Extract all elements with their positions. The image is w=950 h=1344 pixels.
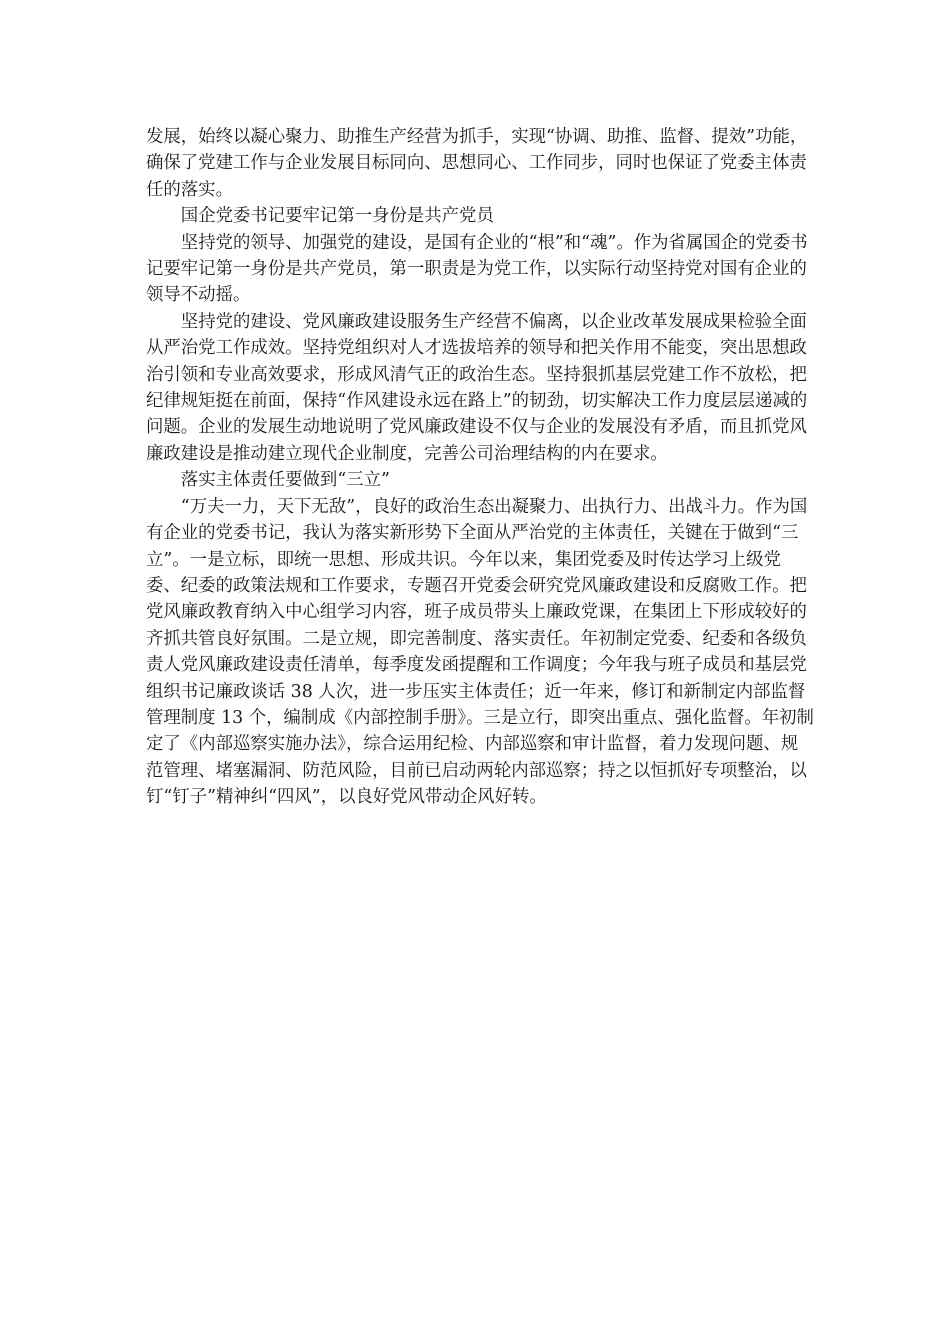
section-heading-three-establishments: 落实主体责任要做到“三立” bbox=[180, 470, 390, 491]
paragraph-party-leadership: 坚持党的领导、加强党的建设，是国有企业的“根”和“魂”。作为省属国企的党委书记要牢记第一身份是共产党员，第一职责是为党工作，以实际行动坚持党对国有企业的领导不动摇。 bbox=[146, 232, 808, 306]
document-body bbox=[146, 124, 814, 811]
paragraph-main-responsibility: “万夫一力，天下无敌”，良好的政治生态出凝聚力、出执行力、出战斗力。作为国有企业的党委书记，我认为落实新形势下全面从严治党的主体责任，关键在于做到“三立”。一是立标，即统一思想、形成共识。今年以来，集团党委及时传达学习上级党委、纪委的政策法规和工作要求，专题召开党委会研究党风廉政建设和反腐败工作。把党风廉政教育纳入中心组学习内容，班子成员带头上廉政党课，在集团上下形成较好的齐抓共管良好氛围。二是立规，即完善制度、落实责任。年初制定党委、纪委和各级负责人党风廉政建设责任清单，每季度发函提醒和工作调度；今年我与班子成员和基层党组织书记廉政谈话 38 人次，进一步压实主体责任；近一年来，修订和新制定内部监督管理制度 13 个，编制成《内部控制手册》。三是立行，即突出重点、强化监督。年初制定了《内部巡察实施办法》，综合运用纪检、内部巡察和审计监督，着力发现问题、规范管理、堵塞漏洞、防范风险，目前已启动两轮内部巡察；持之以恒抓好专项整治，以钉“钉子”精神纠“四风”，以良好党风带动企风好转。 bbox=[146, 496, 814, 808]
section-heading-party-secretary: 国企党委书记要牢记第一身份是共产党员 bbox=[180, 206, 494, 227]
paragraph-party-building: 坚持党的建设、党风廉政建设服务生产经营不偏离，以企业改革发展成果检验全面从严治党工作成效。坚持党组织对人才选拔培养的领导和把关作用不能变，突出思想政治引领和专业高效要求，形成风清气正的政治生态。坚持狠抓基层党建工作不放松，把纪律规矩挺在前面，保持“作风建设永远在路上”的韧劲，切实解决工作力度层层递减的问题。企业的发展生动地说明了党风廉政建设不仅与企业的发展没有矛盾，而且抓党风廉政建设是推动建立现代企业制度，完善公司治理结构的内在要求。 bbox=[146, 311, 808, 464]
paragraph-continuation: 发展，始终以凝心聚力、助推生产经营为抓手，实现“协调、助推、监督、提效”功能，确保了党建工作与企业发展目标同向、思想同心、工作同步，同时也保证了党委主体责任的落实。 bbox=[146, 127, 808, 200]
